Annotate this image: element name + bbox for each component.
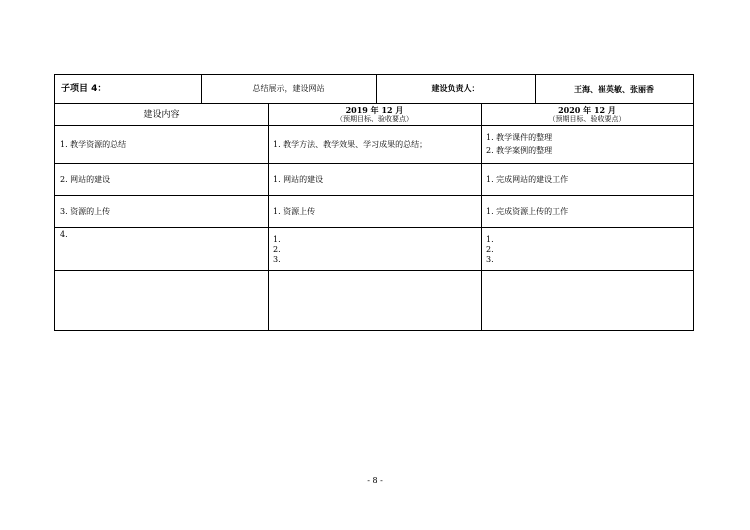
table-cell: 2. xyxy=(486,245,494,254)
lead-value: 王海、崔英敏、张丽香 xyxy=(574,84,654,94)
row-divider xyxy=(55,103,693,104)
table-cell: 4. xyxy=(60,230,68,239)
table-cell: 1. xyxy=(273,235,281,244)
table-cell: 3. xyxy=(273,255,281,264)
y2019-header-title: 2019 年 12 月 xyxy=(345,105,404,115)
lead-label: 建设负责人： xyxy=(431,84,480,93)
table-cell: 1. 教学课件的整理 xyxy=(486,133,553,142)
subproject-label: 子项目 4： xyxy=(61,84,107,94)
row-divider xyxy=(55,163,693,164)
col-divider xyxy=(481,103,482,330)
plan-table xyxy=(54,74,694,331)
table-cell: 2. 教学案例的整理 xyxy=(486,146,553,155)
y2020-header-title: 2020 年 12 月 xyxy=(558,105,616,115)
content-header: 建设内容 xyxy=(143,110,180,120)
table-cell: 2. xyxy=(273,245,281,254)
table-cell: 1. 资源上传 xyxy=(273,207,316,216)
row-divider xyxy=(55,125,693,126)
y2019-header-sub: （预期目标、验收要点） xyxy=(336,115,413,123)
table-cell: 1. 网站的建设 xyxy=(273,175,324,184)
table-cell: 1. 完成资源上传的工作 xyxy=(486,207,569,216)
row-divider xyxy=(55,270,693,271)
subproject-value: 总结展示，建设网站 xyxy=(252,84,325,93)
page-number: - 8 - xyxy=(367,476,383,485)
table-cell: 2. 网站的建设 xyxy=(60,175,111,184)
col-divider xyxy=(268,103,269,330)
table-cell: 1. 完成网站的建设工作 xyxy=(486,175,569,184)
row-divider xyxy=(55,227,693,228)
y2020-header-sub: （预期目标、验收要点） xyxy=(548,115,626,123)
row-divider xyxy=(55,195,693,196)
table-cell: 3. 资源的上传 xyxy=(60,207,111,216)
table-cell: 1. xyxy=(486,235,494,244)
table-cell: 1. 教学方法、教学效果、学习成果的总结； xyxy=(273,140,428,149)
table-cell: 3. xyxy=(486,255,494,264)
table-cell: 1. 教学资源的总结 xyxy=(60,140,127,149)
